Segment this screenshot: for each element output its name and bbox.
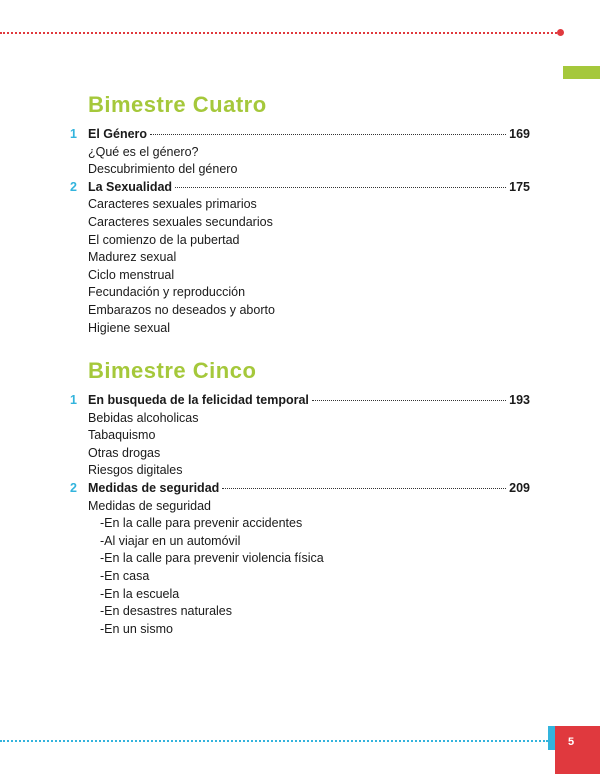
subtopic-text: -En desastres naturales [100,604,233,619]
subtopic-text: -Al viajar en un automóvil [100,533,241,548]
toc-subtopic-entry[interactable] [70,603,530,621]
toc-subtopic-entry[interactable] [70,214,530,232]
toc-subtopic-entry[interactable] [70,515,530,533]
toc-chapter-entry[interactable] [70,179,530,197]
subtopic-text: -En un sismo [100,621,173,636]
subtopic-text: Caracteres sexuales secundarios [88,214,273,229]
top-dotted-rule [0,32,560,34]
toc-subtopic-entry[interactable] [70,144,530,162]
subtopic-text: Medidas de seguridad [88,498,211,513]
top-rule-end-dot [557,29,564,36]
toc-list-bimestre-cuatro [70,126,530,337]
toc-chapter-entry[interactable] [70,392,530,410]
toc-subtopic-entry[interactable] [70,427,530,445]
toc-subtopic-entry[interactable] [70,462,530,480]
chapter-row [88,480,530,498]
chapter-title: Medidas de seguridad [88,480,220,495]
page-number-tab [555,726,600,774]
toc-chapter-entry[interactable] [70,126,530,144]
chapter-page-number: 169 [509,127,530,141]
toc-subtopic-entry[interactable] [70,621,530,639]
toc-subtopic-entry[interactable] [70,410,530,428]
toc-subtopic-entry[interactable] [70,267,530,285]
subtopic-text: Madurez sexual [88,250,177,265]
chapter-title: En busqueda de la felicidad temporal [88,393,309,407]
subtopic-text: Ciclo menstrual [88,267,175,282]
subtopic-text: Tabaquismo [88,428,156,443]
chapter-title: El Género [88,127,148,141]
toc-subtopic-entry[interactable] [70,320,530,338]
toc-chapter-entry[interactable] [70,480,530,498]
toc-subtopic-entry[interactable] [70,568,530,586]
toc-subtopic-entry[interactable] [70,196,530,214]
subtopic-text: Fecundación y reproducción [88,285,246,300]
chapter-row [88,392,530,410]
subtopic-text: Caracteres sexuales primarios [88,197,257,212]
section-title-bimestre-cinco: Bimestre Cinco [88,358,257,383]
toc-subtopic-entry[interactable] [70,249,530,267]
dotted-leader [312,400,506,401]
toc-subtopic-entry[interactable] [70,498,530,516]
subtopic-text: -En casa [100,568,150,583]
chapter-title: La Sexualidad [88,179,173,194]
toc-subtopic-entry[interactable] [70,284,530,302]
toc-subtopic-entry[interactable] [70,445,530,463]
chapter-page-number: 193 [509,393,530,407]
dotted-leader [150,134,506,135]
toc-subtopic-entry[interactable] [70,161,530,179]
subtopic-text: Riesgos digitales [88,463,183,478]
chapter-number: 1 [70,127,77,141]
page-number: 5 [567,736,575,748]
toc-subtopic-entry[interactable] [70,302,530,320]
subtopic-text: ¿Qué es el género? [88,144,199,159]
subtopic-text: El comienzo de la pubertad [88,232,240,247]
dotted-leader [175,187,506,188]
section-title-bimestre-cuatro: Bimestre Cuatro [88,92,267,117]
bottom-dotted-rule [0,740,548,742]
chapter-row [88,179,530,197]
subtopic-text: Otras drogas [88,445,161,460]
toc-list-bimestre-cinco [70,392,530,638]
subtopic-text: -En la escuela [100,586,180,601]
chapter-page-number: 209 [509,480,530,495]
toc-subtopic-entry[interactable] [70,586,530,604]
toc-subtopic-entry[interactable] [70,232,530,250]
subtopic-text: Higiene sexual [88,320,170,335]
section-color-tab [563,66,600,79]
subtopic-text: -En la calle para prevenir violencia física [100,551,324,566]
dotted-leader [222,488,506,489]
toc-subtopic-entry[interactable] [70,533,530,551]
chapter-number: 2 [70,179,77,194]
subtopic-text: Embarazos no deseados y aborto [88,302,275,317]
chapter-row [88,126,530,144]
chapter-number: 1 [70,393,77,407]
toc-subtopic-entry[interactable] [70,550,530,568]
chapter-page-number: 175 [509,179,530,194]
subtopic-text: Descubrimiento del género [88,162,238,177]
chapter-number: 2 [70,480,77,495]
subtopic-text: Bebidas alcoholicas [88,410,199,425]
subtopic-text: -En la calle para prevenir accidentes [100,516,303,531]
